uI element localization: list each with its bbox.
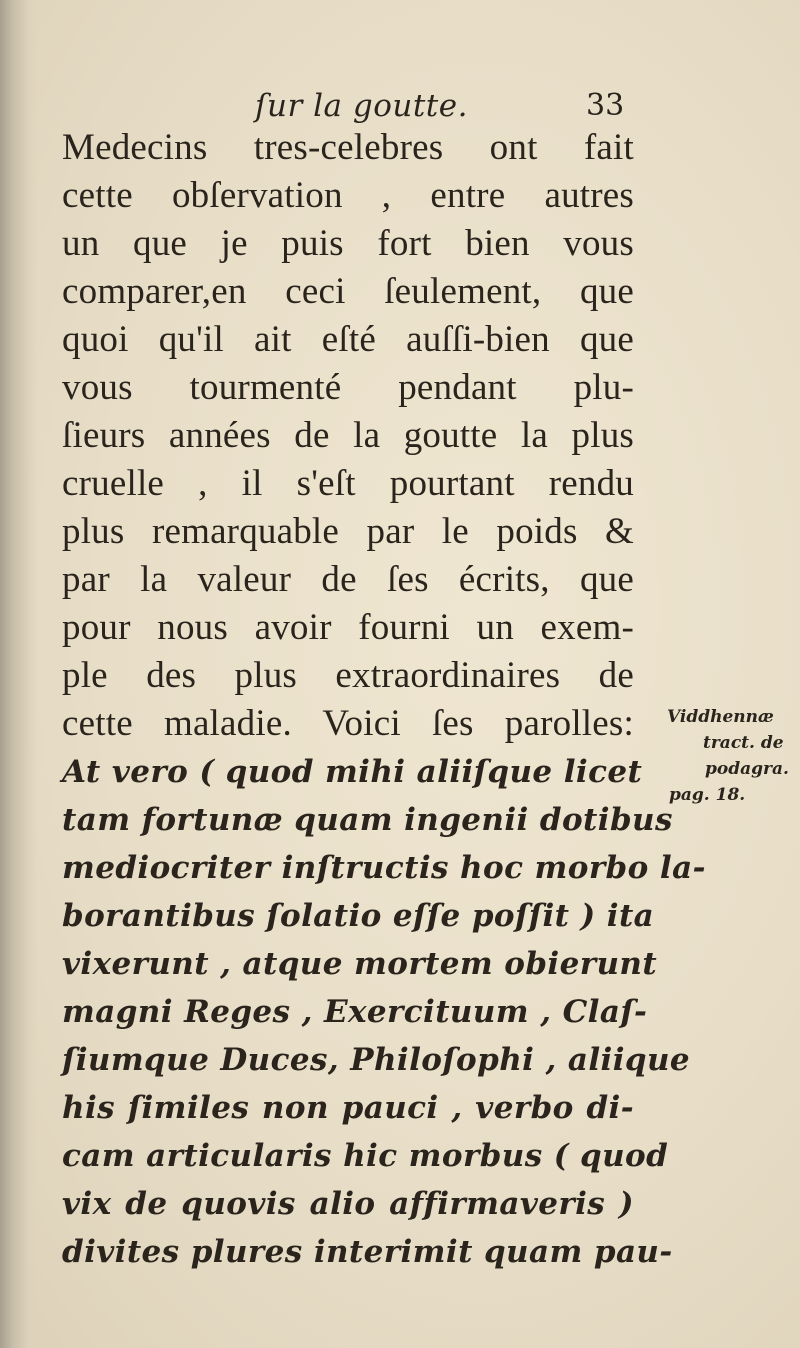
text-line: Medecins tres-celebres ont fait bbox=[62, 127, 634, 168]
latin-quote-line: mediocriter inſtructis hoc morbo la- bbox=[62, 850, 706, 886]
text-line: comparer,en ceci ſeulement, que bbox=[62, 271, 634, 312]
text-line: par la valeur de ſes écrits, que bbox=[62, 559, 634, 600]
marginal-author: Viddhennæ bbox=[667, 707, 774, 727]
marginal-tract: tract. de bbox=[703, 733, 784, 753]
main-text bbox=[62, 124, 706, 1276]
latin-quote-line: vixerunt , atque mortem obierunt bbox=[62, 946, 658, 982]
text-line: ple des plus extraordinaires de bbox=[62, 655, 634, 696]
latin-quote-line: magni Reges , Exercituum , Claſ- bbox=[62, 994, 648, 1030]
marginal-page: pag. 18. bbox=[669, 785, 746, 805]
text-line: cette obſervation , entre autres bbox=[62, 175, 634, 216]
running-title: ſur la goutte. bbox=[255, 88, 468, 124]
latin-quote-line: borantibus ſolatio eſſe poſſit ) ita bbox=[62, 898, 655, 934]
latin-quote-line: ſiumque Duces, Philoſophi , aliique bbox=[62, 1042, 691, 1078]
marginal-note bbox=[663, 704, 793, 808]
text-line: quoi qu'il ait eſté auſſi-bien que bbox=[62, 319, 634, 360]
latin-quote-line: his ſimiles non pauci , verbo di- bbox=[62, 1090, 634, 1126]
text-line: ſieurs années de la goutte la plus bbox=[62, 415, 634, 456]
latin-quote-line: cam articularis hic morbus ( quod bbox=[62, 1138, 669, 1174]
text-line: un que je puis fort bien vous bbox=[62, 223, 634, 264]
latin-quote-line: divites plures interimit quam pau- bbox=[62, 1234, 673, 1270]
latin-quote-line: tam fortunæ quam ingenii dotibus bbox=[62, 802, 673, 838]
text-line: pour nous avoir fourni un exem- bbox=[62, 607, 634, 648]
page-gutter-shadow bbox=[0, 0, 38, 1348]
marginal-title: podagra. bbox=[705, 759, 789, 779]
latin-quote-line: At vero ( quod mihi aliiſque licet bbox=[62, 754, 643, 790]
text-line: vous tourmenté pendant plu- bbox=[62, 367, 634, 408]
text-line: cette maladie. Voici ſes parolles: bbox=[62, 703, 634, 744]
text-line: plus remarquable par le poids & bbox=[62, 511, 634, 552]
text-line: cruelle , il s'eſt pourtant rendu bbox=[62, 463, 634, 504]
latin-quote-line: vix de quovis alio affirmaveris ) bbox=[62, 1186, 634, 1222]
page-number: 33 bbox=[586, 88, 625, 123]
